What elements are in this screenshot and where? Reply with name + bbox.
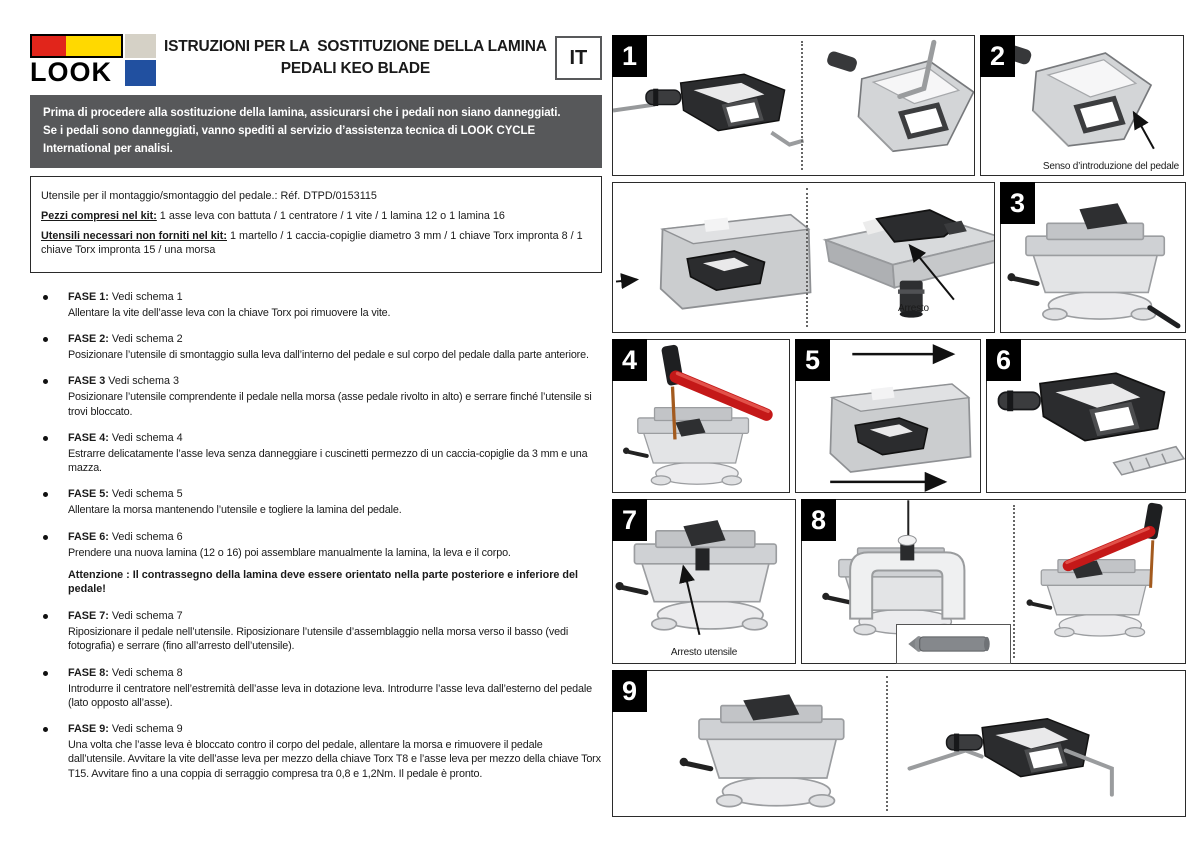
kit-included-line bbox=[41, 209, 591, 224]
kit-tools-items: 1 martello / 1 caccia-copiglie diametro 3 mm / 1 chiave Torx impronta 8 / 1 chiave Torx impronta 15 / una morsa bbox=[41, 229, 583, 257]
schema-panel-8 bbox=[801, 499, 1186, 664]
kit-info-box bbox=[30, 176, 602, 272]
drift-pin-illustration bbox=[904, 630, 1004, 658]
step-schema-ref: Vedi schema 8 bbox=[111, 666, 183, 679]
logo-blue-block bbox=[125, 60, 156, 86]
warning-line-2: Se i pedali sono danneggiati, vanno spediti al servizio d’assistenza tecnica di LOOK CYCLE International per analisi. bbox=[43, 124, 536, 155]
schema-1-illustration bbox=[613, 36, 974, 175]
schema-number-7: 7 bbox=[612, 499, 647, 541]
fase-step bbox=[30, 722, 602, 781]
fase-step bbox=[30, 487, 602, 517]
step-head bbox=[68, 290, 602, 304]
schema-panel-7 bbox=[612, 499, 796, 664]
step-schema-ref: Vedi schema 7 bbox=[111, 610, 183, 622]
logo-red-block bbox=[32, 36, 66, 56]
schema-number-5: 5 bbox=[795, 339, 830, 381]
logo-wordmark: LOOK bbox=[30, 57, 112, 87]
schema-row-5 bbox=[612, 670, 1186, 817]
schema-row-4 bbox=[612, 499, 1186, 664]
step-label: FASE 1: bbox=[68, 290, 112, 303]
look-logo-left bbox=[30, 34, 123, 88]
fase-step bbox=[30, 332, 602, 362]
schema-number-9: 9 bbox=[612, 670, 647, 712]
step-text: Posizionare l’utensile comprendente il pedale nella morsa (asse pedale rivolto in alto) e serrare finché l’utensile si trovi bloccato. bbox=[68, 391, 592, 418]
step-head bbox=[68, 431, 602, 445]
step-head bbox=[68, 530, 602, 544]
text-column bbox=[30, 34, 602, 793]
dashed-divider bbox=[886, 676, 888, 811]
step-text: Prendere una nuova lamina (12 o 16) poi assemblare manualmente la lamina, la leva e il corpo. bbox=[68, 546, 511, 559]
step-head bbox=[68, 666, 602, 680]
step-label: FASE 5: bbox=[68, 488, 112, 501]
schema-number-2: 2 bbox=[980, 35, 1015, 77]
fase-step bbox=[30, 666, 602, 711]
step-text: Allentare la morsa mantenendo l’utensile e togliere la lamina del pedale. bbox=[68, 504, 402, 517]
step-head bbox=[68, 487, 602, 501]
fase-step bbox=[30, 290, 602, 320]
kit-tools-label: Utensili necessari non forniti nel kit: bbox=[41, 229, 227, 242]
document-title bbox=[156, 34, 555, 79]
look-logo bbox=[30, 34, 156, 88]
step-head bbox=[68, 722, 602, 736]
pin-inset-box bbox=[896, 624, 1011, 664]
step-schema-ref: Vedi schema 4 bbox=[111, 431, 183, 444]
dashed-divider bbox=[801, 41, 803, 170]
look-logo-right bbox=[125, 34, 156, 88]
schema-panel-2b bbox=[612, 182, 995, 333]
instruction-steps-list bbox=[30, 290, 602, 781]
look-logo-blocks bbox=[30, 34, 123, 58]
schema-panel-1 bbox=[612, 35, 975, 176]
fase-step bbox=[30, 374, 602, 419]
step-text: Riposizionare il pedale nell’utensile. Riposizionare l’utensile d’assemblaggio nella morsa verso il basso (vedi fotografia) e serrare (fino all’arresto dell’utensile). bbox=[68, 626, 569, 653]
step-text: Introdurre il centratore nell’estremità dell’asse leva in dotazione leva. Introdurre l’asse leva dall’esterno del pedale (lato opposto all’asse). bbox=[68, 682, 592, 709]
fase-step bbox=[30, 609, 602, 654]
attention-note: Attenzione : Il contrassegno della lamina deve essere orientato nella parte posteriore e inferiore del pedale! bbox=[68, 568, 579, 596]
schema-panel-4 bbox=[612, 339, 790, 493]
step-schema-ref: Vedi schema 2 bbox=[111, 332, 183, 345]
schema-number-1: 1 bbox=[612, 35, 647, 77]
kit-tools-line bbox=[41, 229, 591, 258]
schema-number-6: 6 bbox=[986, 339, 1021, 381]
schema-panel-5 bbox=[795, 339, 981, 493]
language-badge: IT bbox=[555, 36, 602, 80]
step-head bbox=[68, 332, 602, 346]
logo-grey-block bbox=[125, 34, 156, 58]
schema-panel-9 bbox=[612, 670, 1186, 817]
tool-reference: Utensile per il montaggio/smontaggio del pedale.: Réf. DTPD/0153115 bbox=[41, 190, 377, 203]
step-label: FASE 2: bbox=[68, 332, 112, 345]
step-text: Allentare la vite dell’asse leva con la chiave Torx poi rimuovere la vite. bbox=[68, 306, 391, 319]
step-schema-ref: Vedi schema 6 bbox=[111, 530, 183, 543]
step-label: FASE 9: bbox=[68, 723, 112, 736]
kit-included-label: Pezzi compresi nel kit: bbox=[41, 210, 157, 222]
schema-number-3: 3 bbox=[1000, 182, 1035, 224]
title-line-2: PEDALI KEO BLADE bbox=[280, 59, 430, 77]
dashed-divider bbox=[806, 188, 808, 327]
step-schema-ref: Vedi schema 3 bbox=[108, 375, 180, 388]
step-label: FASE 6: bbox=[68, 530, 112, 543]
schema-row-2 bbox=[612, 182, 1186, 333]
schema-number-8: 8 bbox=[801, 499, 836, 541]
schema-9-illustration bbox=[613, 671, 1185, 816]
step-head bbox=[68, 374, 602, 388]
step-label: FASE 4: bbox=[68, 431, 112, 444]
schema-2b-illustration bbox=[613, 183, 994, 332]
caption-arresto: Arresto bbox=[898, 303, 929, 314]
dashed-divider bbox=[1013, 505, 1015, 658]
title-line-1: ISTRUZIONI PER LA SOSTITUZIONE DELLA LAMINA bbox=[164, 38, 547, 55]
step-schema-ref: Vedi schema 1 bbox=[111, 290, 183, 303]
logo-yellow-block bbox=[66, 36, 121, 56]
step-text: Una volta che l’asse leva è bloccato contro il corpo del pedale, allentare la morsa e rimuovere il pedale dall’utensile. Avvitare la vite dell’asse leva per mezzo della chiave Torx T8 e l’asse leva per mezzo della chiave Torx T15. Avvitare fino a una coppia di serraggio compresa tra 0,8 e 1,2Nm. Il pedale è pronto. bbox=[68, 739, 601, 780]
step-schema-ref: Vedi schema 9 bbox=[111, 723, 183, 736]
warning-banner bbox=[30, 95, 602, 168]
fase-step bbox=[30, 530, 602, 597]
step-label: FASE 8: bbox=[68, 666, 112, 679]
schema-number-4: 4 bbox=[612, 339, 647, 381]
step-schema-ref: Vedi schema 5 bbox=[111, 488, 183, 501]
step-label: FASE 7: bbox=[68, 610, 112, 622]
warning-line-1: Prima di procedere alla sostituzione della lamina, assicurarsi che i pedali non siano danneggiati. bbox=[43, 107, 561, 119]
schema-row-1 bbox=[612, 35, 1186, 176]
schema-column bbox=[612, 35, 1186, 823]
kit-included-items: 1 asse leva con battuta / 1 centratore / 1 vite / 1 lamina 12 o 1 lamina 16 bbox=[156, 210, 505, 222]
schema-panel-2 bbox=[980, 35, 1184, 176]
schema-panel-3 bbox=[1000, 182, 1186, 333]
step-head bbox=[68, 609, 602, 623]
caption-arresto-utensile: Arresto utensile bbox=[670, 647, 738, 658]
schema-row-3 bbox=[612, 339, 1186, 493]
caption-senso-introduzione: Senso d’introduzione del pedale bbox=[1042, 161, 1179, 172]
schema-panel-6 bbox=[986, 339, 1186, 493]
document-header bbox=[30, 34, 602, 88]
step-text: Posizionare l’utensile di smontaggio sulla leva dall’interno del pedale e sul corpo del pedale dalla parte anteriore. bbox=[68, 349, 589, 361]
step-text: Estrarre delicatamente l’asse leva senza danneggiare i cuscinetti permezzo di un caccia-copiglie da 3 mm e una mazza. bbox=[68, 447, 588, 475]
fase-step bbox=[30, 431, 602, 476]
step-label: FASE 3 bbox=[68, 375, 109, 388]
